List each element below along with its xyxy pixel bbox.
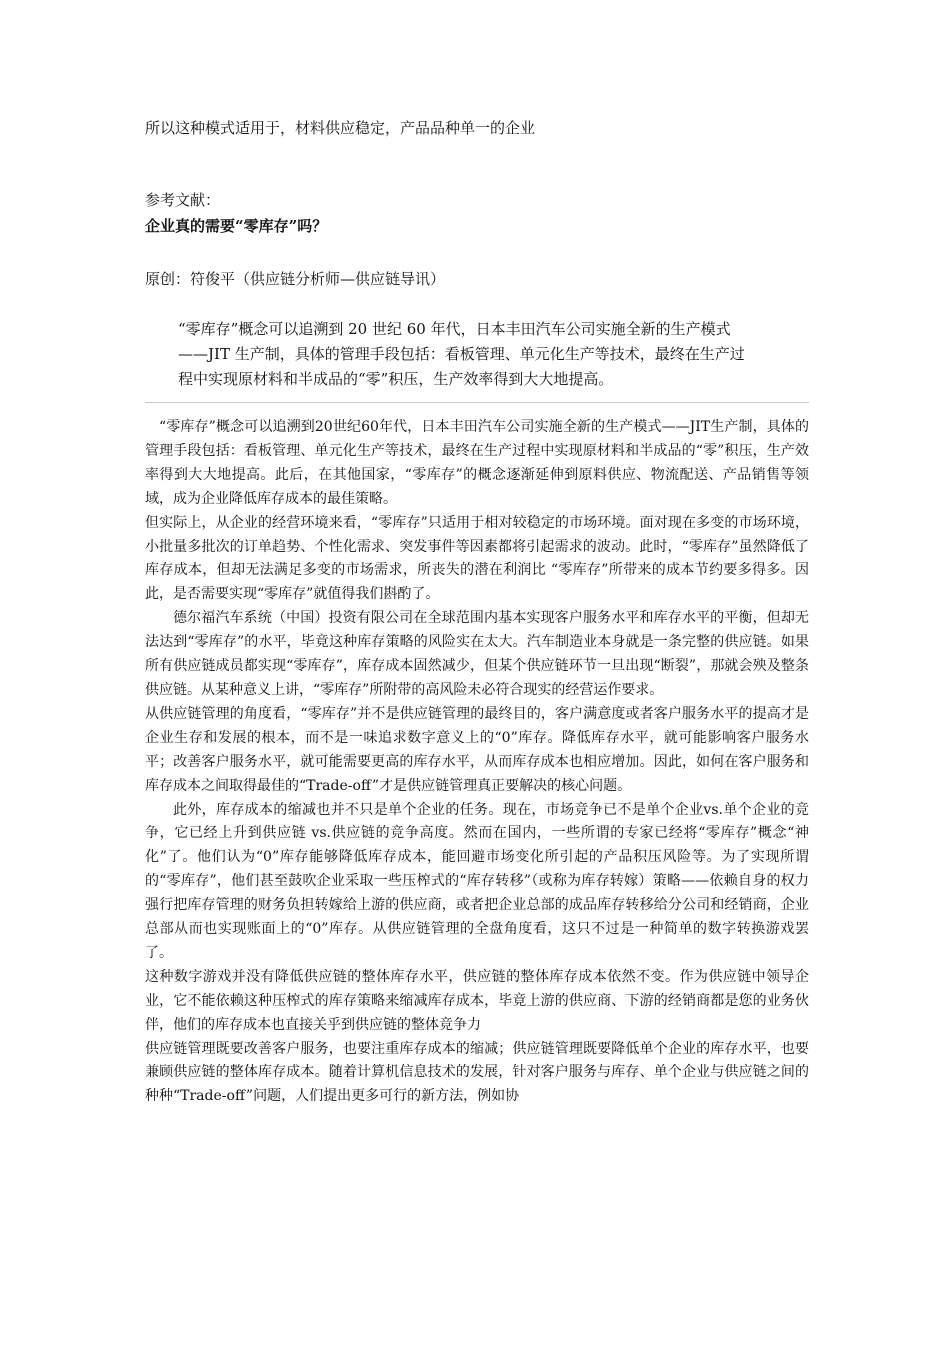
body-paragraph: 这种数字游戏并没有降低供应链的整体库存水平，供应链的整体库存成本依然不变。作为供应链中领导企业，它不能依赖这种压榨式的库存策略来缩减库存成本，毕竟上游的供应商、下游的经销商都是您的业务伙伴，他们的库存成本也直接关乎到供应链的整体竞争力	[145, 968, 809, 1033]
intro-line: 所以这种模式适用于，材料供应稳定，产品品种单一的企业	[145, 119, 536, 137]
byline: 原创：符俊平（供应链分析师—供应链导讯）	[145, 270, 446, 288]
references-label: 参考文献：	[145, 191, 221, 209]
article-body	[145, 416, 809, 1109]
body-paragraph: “零库存”概念可以追溯到20世纪60年代，日本丰田汽车公司实施全新的生产模式——JIT生产制，具体的管理手段包括：看板管理、单元化生产等技术，最终在生产过程中实现原材料和半成品的“零”积压，生产效率得到大大地提高。此后，在其他国家，“零库存”的概念逐渐延伸到原料供应、物流配送、产品销售等领域，成为企业降低库存成本的最佳策略。	[145, 419, 809, 507]
body-paragraph: 从供应链管理的角度看，“零库存”并不是供应链管理的最终目的，客户满意度或者客户服务水平的提高才是企业生存和发展的根本，而不是一味追求数字意义上的“0”库存。降低库存水平，就可能影响客户服务水平；改善客户服务水平，就可能需要更高的库存水平，从而库存成本也相应增加。因此，如何在客户服务和库存成本之间取得最佳的“Trade-off”才是供应链管理真正要解决的核心问题。	[145, 705, 809, 794]
body-paragraph: 供应链管理既要改善客户服务，也要注重库存成本的缩减；供应链管理既要降低单个企业的库存水平，也要兼顾供应链的整体库存成本。随着计算机信息技术的发展，针对客户服务与库存、单个企业与供应链之间的种种“Trade-off”问题，人们提出更多可行的新方法，例如协	[145, 1040, 809, 1105]
body-paragraph: 但实际上，从企业的经营环境来看，“零库存”只适用于相对较稳定的市场环境。面对现在多变的市场环境，小批量多批次的订单趋势、个性化需求、突发事件等因素都将引起需求的波动。此时，“零库存”虽然降低了库存成本，但却无法满足多变的市场需求，所丧失的潜在利润比 “零库存”所带来的成本节约要多得多。因此，是否需要实现“零库存”就值得我们斟酌了。	[145, 514, 809, 603]
article-title: 企业真的需要“零库存”吗？	[145, 217, 328, 235]
quote-line: 程中实现原材料和半成品的“零”积压，生产效率得到大大地提高。	[178, 370, 614, 388]
body-paragraph: 此外，库存成本的缩减也并不只是单个企业的任务。现在，市场竞争已不是单个企业vs.单个企业的竞争，它已经上升到供应链 vs.供应链的竞争高度。然而在国内，一些所谓的专家已经将“零库存”概念“神化”了。他们认为“0”库存能够降低库存成本，能回避市场变化所引起的产品积压风险等。为了实现所谓的“零库存”，他们甚至鼓吹企业采取一些压榨式的“库存转移”（或称为库存转嫁）策略——依赖自身的权力强行把库存管理的财务负担转嫁给上游的供应商，或者把企业总部的成品库存转移给分公司和经销商，企业总部从而也实现账面上的“0”库存。从供应链管理的全盘角度看，这只不过是一种简单的数字转换游戏罢了。	[145, 801, 809, 961]
divider	[145, 402, 809, 403]
quote-line: ——JIT 生产制，具体的管理手段包括：看板管理、单元化生产等技术，最终在生产过	[178, 345, 745, 363]
quote-line: “零库存”概念可以追溯到 20 世纪 60 年代，日本丰田汽车公司实施全新的生产模式	[178, 320, 731, 338]
body-paragraph: 德尔福汽车系统（中国）投资有限公司在全球范围内基本实现客户服务水平和库存水平的平衡，但却无法达到“零库存”的水平，毕竟这种库存策略的风险实在太大。汽车制造业本身就是一条完整的供应链。如果所有供应链成员都实现“零库存”，库存成本固然减少，但某个供应链环节一旦出现“断裂”，那就会殃及整条供应链。从某种意义上讲，“零库存”所附带的高风险未必符合现实的经营运作要求。	[145, 610, 809, 698]
